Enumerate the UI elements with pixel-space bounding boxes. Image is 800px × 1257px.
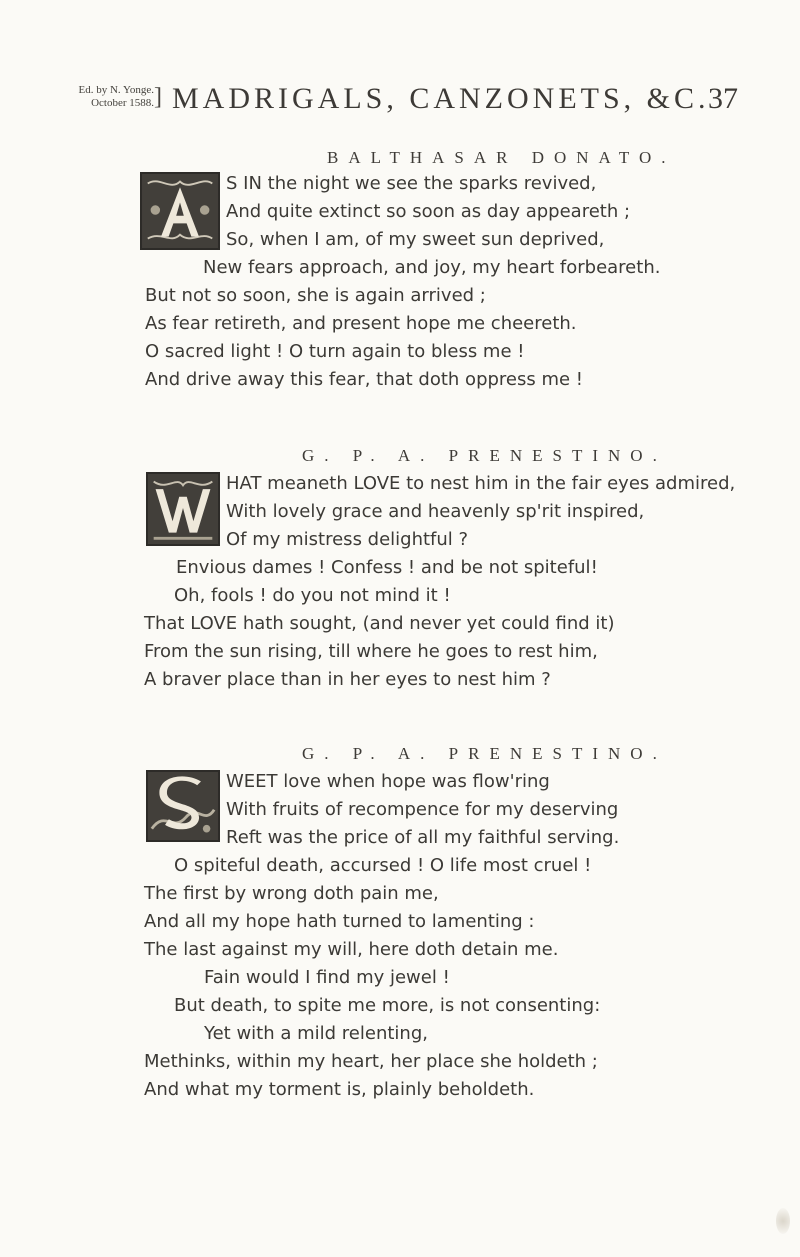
poem-2-line-5: Oh, fools ! do you not mind it !	[174, 585, 451, 606]
poem-1-author: BALTHASAR DONATO.	[327, 148, 676, 167]
editor-note	[34, 84, 162, 110]
poem-3-line-5: The first by wrong doth pain me,	[144, 883, 439, 904]
editor-note-line2: October 1588.	[91, 97, 154, 109]
poem-1-line-5: But not so soon, she is again arrived ;	[145, 285, 486, 306]
ornamental-initial-w-icon	[148, 474, 218, 544]
poem-2-line-3: Of my mistress delightful ?	[226, 529, 469, 550]
editor-note-line1: Ed. by N. Yonge.	[78, 84, 154, 96]
bracket-glyph: ]	[154, 84, 162, 110]
poem-1-line-3: So, when I am, of my sweet sun deprived,	[226, 229, 605, 250]
poem-1-line-1: S IN the night we see the sparks revived,	[226, 173, 597, 194]
poem-3-line-8: Fain would I find my jewel !	[204, 967, 450, 988]
poem-1-line-8: And drive away this fear, that doth oppress me !	[145, 369, 584, 390]
poem-2-line-4: Envious dames ! Confess ! and be not spiteful!	[176, 557, 598, 578]
poem-3-author: G. P. A. PRENESTINO.	[302, 744, 667, 763]
ornamental-initial-s	[146, 770, 220, 842]
paper-stain	[776, 1208, 790, 1234]
ornamental-initial-w	[146, 472, 220, 546]
poem-3-line-10: Yet with a mild relenting,	[204, 1023, 428, 1044]
poem-3-line-11: Methinks, within my heart, her place she holdeth ;	[144, 1051, 598, 1072]
poem-3-line-4: O spiteful death, accursed ! O life most cruel !	[174, 855, 592, 876]
poem-2-line-6: That LOVE hath sought, (and never yet could find it)	[144, 613, 615, 634]
poem-3-line-2: With fruits of recompence for my deserving	[226, 799, 619, 820]
poem-3-line-7: The last against my will, here doth detain me.	[144, 939, 559, 960]
poem-1-line-6: As fear retireth, and present hope me cheereth.	[145, 313, 577, 334]
poem-3-line-12: And what my torment is, plainly beholdeth.	[144, 1079, 535, 1100]
poem-3-line-9: But death, to spite me more, is not consenting:	[174, 995, 601, 1016]
poem-2-line-1: HAT meaneth LOVE to nest him in the fair eyes admired,	[226, 473, 736, 494]
poem-1-line-2: And quite extinct so soon as day appeareth ;	[226, 201, 631, 222]
poem-3-line-3: Reft was the price of all my faithful serving.	[226, 827, 620, 848]
poem-2-line-2: With lovely grace and heavenly sp'rit inspired,	[226, 501, 645, 522]
poem-3-line-6: And all my hope hath turned to lamenting :	[144, 911, 535, 932]
poem-1-line-4: New fears approach, and joy, my heart forbeareth.	[203, 257, 661, 278]
poem-1-line-7: O sacred light ! O turn again to bless me !	[145, 341, 525, 362]
poem-2-line-8: A braver place than in her eyes to nest him ?	[144, 669, 551, 690]
ornamental-initial-s-icon	[148, 772, 218, 840]
poem-2-author: G. P. A. PRENESTINO.	[302, 446, 667, 465]
page-number: 37	[708, 82, 738, 115]
poem-2-line-7: From the sun rising, till where he goes to rest him,	[144, 641, 598, 662]
poem-3-line-1: WEET love when hope was flow'ring	[226, 771, 550, 792]
ornamental-initial-a-icon	[142, 174, 218, 248]
running-title: MADRIGALS, CANZONETS, &C.	[172, 82, 710, 115]
ornamental-initial-a	[140, 172, 220, 250]
